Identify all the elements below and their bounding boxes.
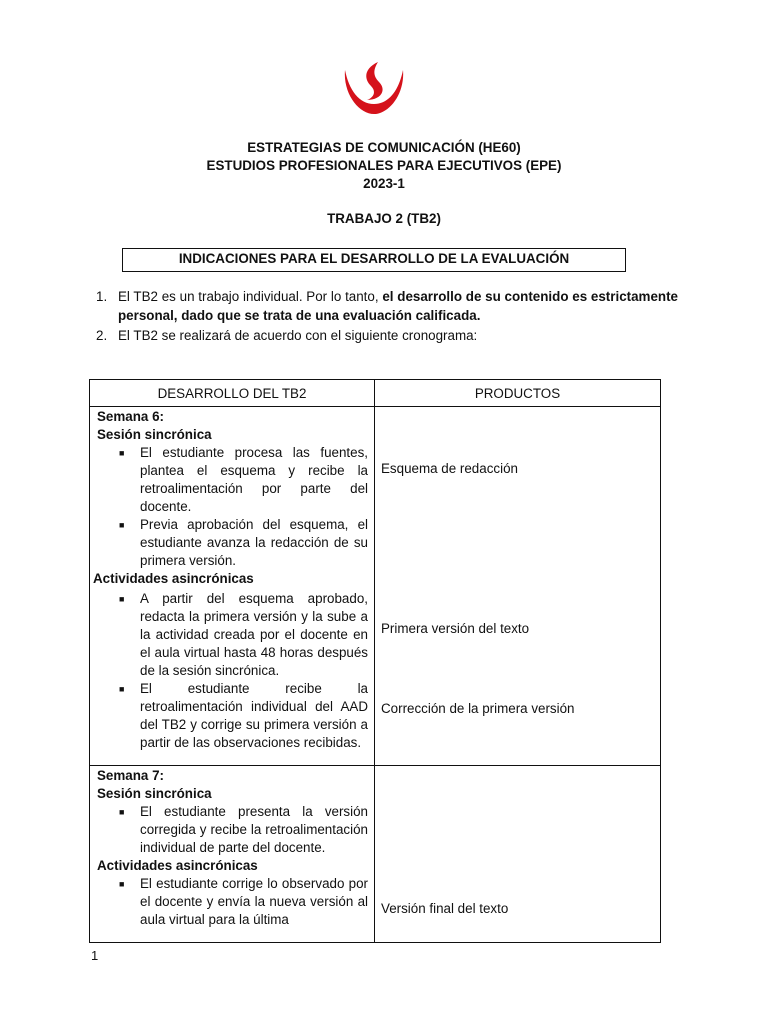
column-header-products: PRODUCTOS bbox=[375, 380, 661, 407]
list-item: ■ El estudiante procesa las fuentes, plantea el esquema y recibe la retroalimentación por parte del docente. bbox=[119, 445, 368, 514]
week-title: Semana 7: bbox=[97, 768, 164, 783]
list-item: ■ El estudiante recibe la retroalimentación individual del AAD del TB2 y corrige su primera versión a partir de las observaciones recibidas. bbox=[119, 681, 368, 750]
list-number: 1. bbox=[96, 289, 108, 304]
program-title: ESTUDIOS PROFESIONALES PARA EJECUTIVOS (EPE) bbox=[206, 158, 562, 173]
list-item: ■ El estudiante presenta la versión corregida y recibe la retroalimentación individual de parte del docente. bbox=[119, 804, 368, 855]
product-label: Primera versión del texto bbox=[381, 621, 530, 636]
square-bullet-icon: ■ bbox=[119, 448, 125, 458]
week6-development-cell bbox=[90, 407, 375, 766]
week-title: Semana 6: bbox=[97, 409, 164, 424]
upc-logo-icon bbox=[339, 60, 409, 116]
product-label: Esquema de redacción bbox=[381, 461, 518, 476]
list-item: ■ A partir del esquema aprobado, redacta la primera versión y la sube a la actividad creada por el docente en el aula virtual hasta 48 horas después de la sesión sincrónica. bbox=[119, 591, 368, 678]
table-row bbox=[90, 766, 661, 943]
async-label: Actividades asincrónicas bbox=[93, 571, 254, 586]
instructions-box-title: INDICACIONES PARA EL DESARROLLO DE LA EVALUACIÓN bbox=[122, 248, 626, 272]
list-number: 2. bbox=[96, 328, 108, 343]
async-label: Actividades asincrónicas bbox=[97, 858, 258, 873]
week6-products-cell bbox=[375, 407, 661, 766]
square-bullet-icon: ■ bbox=[119, 594, 125, 604]
instruction-item-1 bbox=[96, 287, 678, 325]
table-row bbox=[90, 407, 661, 766]
schedule-table bbox=[89, 379, 661, 943]
async-list bbox=[90, 590, 374, 752]
page-number: 1 bbox=[91, 948, 99, 963]
assignment-title: TRABAJO 2 (TB2) bbox=[327, 211, 441, 226]
sync-list bbox=[90, 803, 374, 857]
sync-label: Sesión sincrónica bbox=[97, 786, 212, 801]
list-item: ■ El estudiante corrige lo observado por el docente y envía la nueva versión al aula virtual para la última bbox=[119, 876, 368, 927]
course-title: ESTRATEGIAS DE COMUNICACIÓN (HE60) bbox=[247, 140, 521, 155]
instruction-text: El TB2 es un trabajo individual. Por lo tanto, bbox=[118, 289, 383, 304]
product-label: Corrección de la primera versión bbox=[381, 701, 575, 716]
square-bullet-icon: ■ bbox=[119, 684, 125, 694]
async-list bbox=[90, 875, 374, 929]
product-label: Versión final del texto bbox=[381, 901, 509, 916]
instruction-item-2 bbox=[96, 326, 678, 345]
sync-list bbox=[90, 444, 374, 570]
column-header-development: DESARROLLO DEL TB2 bbox=[90, 380, 375, 407]
instruction-text: El TB2 se realizará de acuerdo con el siguiente cronograma: bbox=[118, 328, 478, 343]
table-header-row bbox=[90, 380, 661, 407]
instruction-bold-text: el desarrollo de su contenido es estrictamente personal, dado que se trata de una evaluación calificada. bbox=[118, 289, 678, 323]
square-bullet-icon: ■ bbox=[119, 807, 125, 817]
sync-label: Sesión sincrónica bbox=[97, 427, 212, 442]
week7-products-cell bbox=[375, 766, 661, 943]
list-item: ■ Previa aprobación del esquema, el estudiante avanza la redacción de su primera versión. bbox=[119, 517, 368, 568]
square-bullet-icon: ■ bbox=[119, 520, 125, 530]
week7-development-cell bbox=[90, 766, 375, 943]
square-bullet-icon: ■ bbox=[119, 879, 125, 889]
term: 2023-1 bbox=[363, 176, 405, 191]
